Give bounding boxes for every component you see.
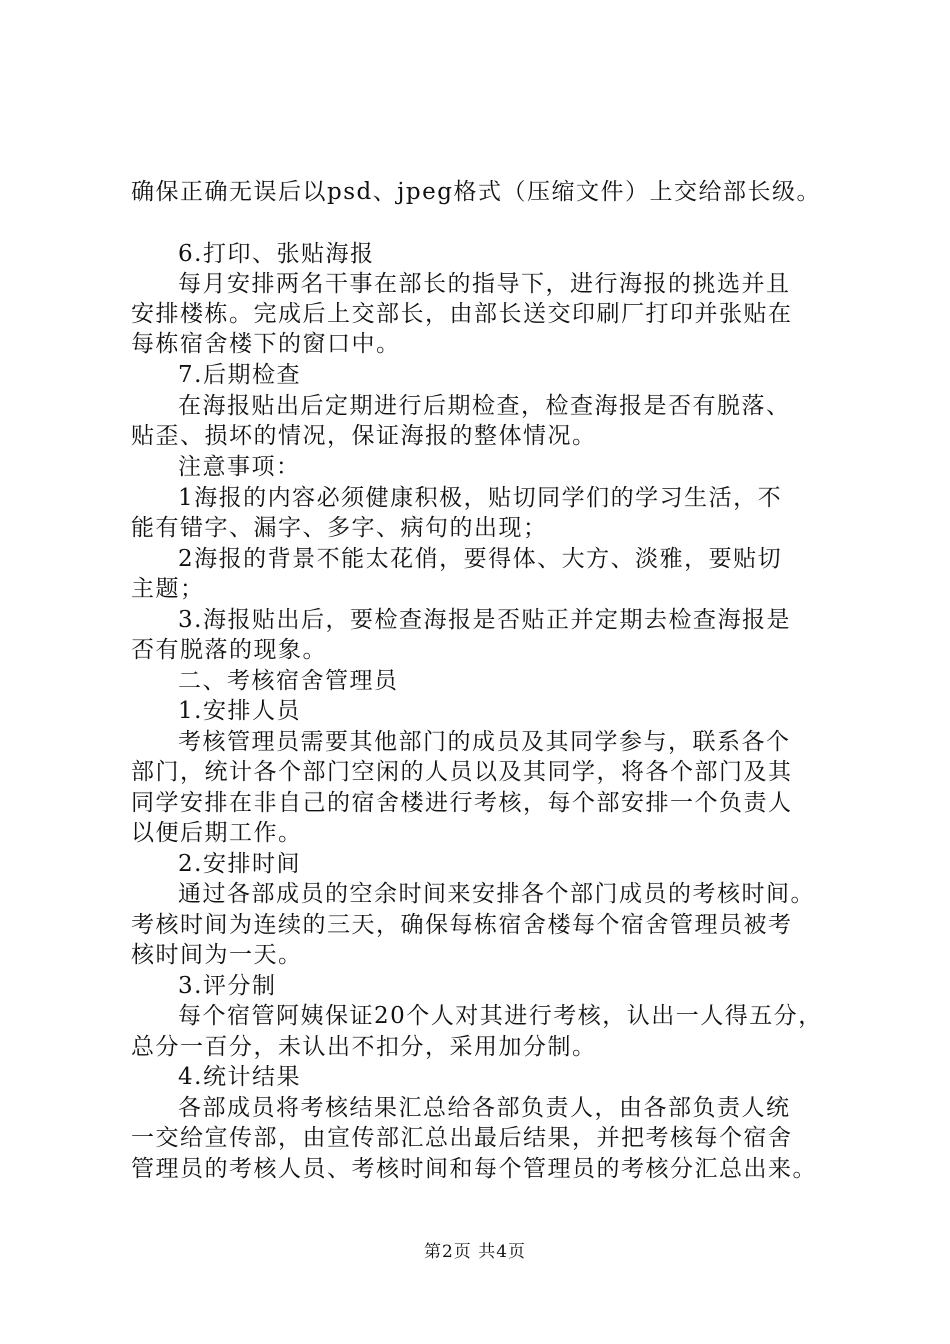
text-line: 同学安排在非自己的宿舍楼进行考核，每个部安排一个负责人 bbox=[131, 790, 793, 816]
text-line: 每栋宿舍楼下的窗口中。 bbox=[131, 331, 401, 357]
section-heading: 1.安排人员 bbox=[178, 698, 301, 724]
text-line: 能有错字、漏字、多字、病句的出现； bbox=[131, 515, 548, 541]
text-line: 各部成员将考核结果汇总给各部负责人，由各部负责人统 bbox=[178, 1095, 791, 1121]
text-line: 安排楼栋。完成后上交部长，由部长送交印刷厂打印并张贴在 bbox=[131, 301, 793, 327]
text-line: 每月安排两名干事在部长的指导下，进行海报的挑选并且 bbox=[178, 271, 791, 297]
text-line: 否有脱落的现象。 bbox=[131, 637, 327, 663]
section-heading: 2.安排时间 bbox=[178, 851, 301, 877]
page-footer: 第2页 共4页 bbox=[423, 1242, 527, 1262]
text-line: 管理员的考核人员、考核时间和每个管理员的考核分汇总出来。 bbox=[131, 1156, 817, 1182]
text-line: 2海报的背景不能太花俏，要得体、大方、淡雅，要贴切 bbox=[178, 546, 783, 572]
text-line: 考核时间为连续的三天，确保每栋宿舍楼每个宿舍管理员被考 bbox=[131, 912, 793, 938]
section-heading: 3.评分制 bbox=[178, 973, 277, 999]
text-line: 考核管理员需要其他部门的成员及其同学参与，联系各个 bbox=[178, 729, 791, 755]
text-line: 3.海报贴出后，要检查海报是否贴正并定期去检查海报是 bbox=[178, 607, 791, 633]
text-line: 在海报贴出后定期进行后期检查，检查海报是否有脱落、 bbox=[178, 393, 791, 419]
text-line: 一交给宣传部，由宣传部汇总出最后结果，并把考核每个宿舍 bbox=[131, 1125, 793, 1151]
section-heading: 二、考核宿舍管理员 bbox=[178, 668, 399, 694]
text-line: 以便后期工作。 bbox=[131, 820, 303, 846]
section-heading: 6.打印、张贴海报 bbox=[178, 241, 375, 267]
text-line: 主题； bbox=[131, 576, 205, 602]
text-line: 贴歪、损坏的情况，保证海报的整体情况。 bbox=[131, 423, 597, 449]
text-line: 每个宿管阿姨保证20个人对其进行考核，认出一人得五分， bbox=[178, 1003, 823, 1029]
text-line: 确保正确无误后以psd、jpeg格式（压缩文件）上交给部长级。 bbox=[131, 179, 821, 205]
text-line: 1海报的内容必须健康积极，贴切同学们的学习生活，不 bbox=[178, 485, 783, 511]
section-heading: 注意事项： bbox=[178, 454, 301, 480]
section-heading: 4.统计结果 bbox=[178, 1064, 301, 1090]
text-line: 通过各部成员的空余时间来安排各个部门成员的考核时间。 bbox=[178, 881, 815, 907]
text-line: 总分一百分，未认出不扣分，采用加分制。 bbox=[131, 1034, 597, 1060]
section-heading: 7.后期检查 bbox=[178, 362, 301, 388]
text-line: 核时间为一天。 bbox=[131, 942, 303, 968]
text-line: 部门，统计各个部门空闲的人员以及其同学，将各个部门及其 bbox=[131, 759, 793, 785]
